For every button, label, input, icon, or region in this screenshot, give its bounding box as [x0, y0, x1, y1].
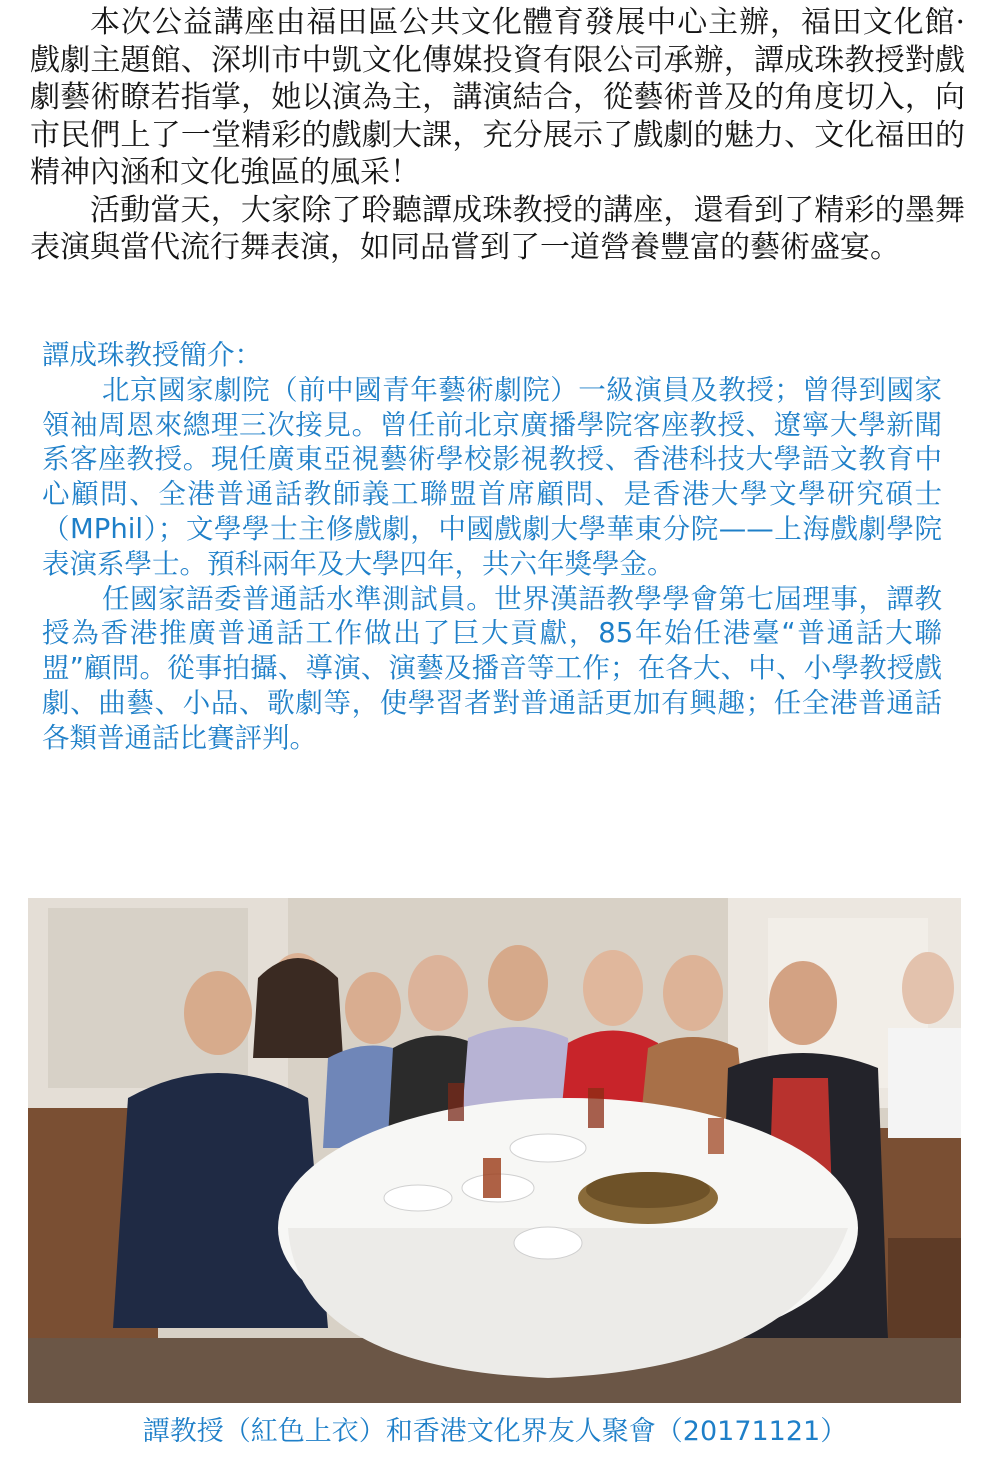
bio-paragraph: 任國家語委普通話水準測試員。世界漢語教學學會第七屆理事，譚教授為香港推廣普通話工作做出了巨大貢獻，85年始任港臺“普通話大聯盟”顧問。從事拍攝、導演、演藝及播音等工作；在各大、中、小學教授戲劇、曲藝、小品、歌劇等，使學習者對普通話更加有興趣；任全港普通話各類普通話比賽評判。: [42, 582, 942, 754]
photo-caption: 譚教授（紅色上衣）和香港文化界友人聚會（20171121）: [142, 1416, 848, 1447]
bio-paragraph: 北京國家劇院（前中國青年藝術劇院）一級演員及教授；曾得到國家領袖周恩來總理三次接見。曾任前北京廣播學院客座教授、遼寧大學新聞系客座教授。現任廣東亞視藝術學校影視教授、香港科技大學語文教育中心顧問、全港普通話教師義工聯盟首席顧問、是香港大學文學研究碩士（MPhil）；文學學士主修戲劇，中國戲劇大學華東分院——上海戲劇學院表演系學士。預科兩年及大學四年，共六年獎學金。: [42, 373, 942, 580]
group-photo: [28, 898, 961, 1403]
intro-paragraph: 本次公益講座由福田區公共文化體育發展中心主辦，福田文化館·戲劇主題館、深圳市中凱文化傳媒投資有限公司承辦，譚成珠教授對戲劇藝術瞭若指掌，她以演為主，講演結合，從藝術普及的角度切入，向市民們上了一堂精彩的戲劇大課，充分展示了戲劇的魅力、文化福田的精神內涵和文化強區的風采！: [30, 5, 965, 190]
group-photo-illustration: [28, 898, 961, 1403]
bio-heading: 譚成珠教授簡介：: [42, 339, 262, 371]
intro-paragraph: 活動當天，大家除了聆聽譚成珠教授的講座，還看到了精彩的墨舞表演與當代流行舞表演，如同品嘗到了一道營養豐富的藝術盛宴。: [30, 192, 965, 265]
intro-section: [30, 4, 965, 267]
bio-section: [42, 338, 942, 756]
